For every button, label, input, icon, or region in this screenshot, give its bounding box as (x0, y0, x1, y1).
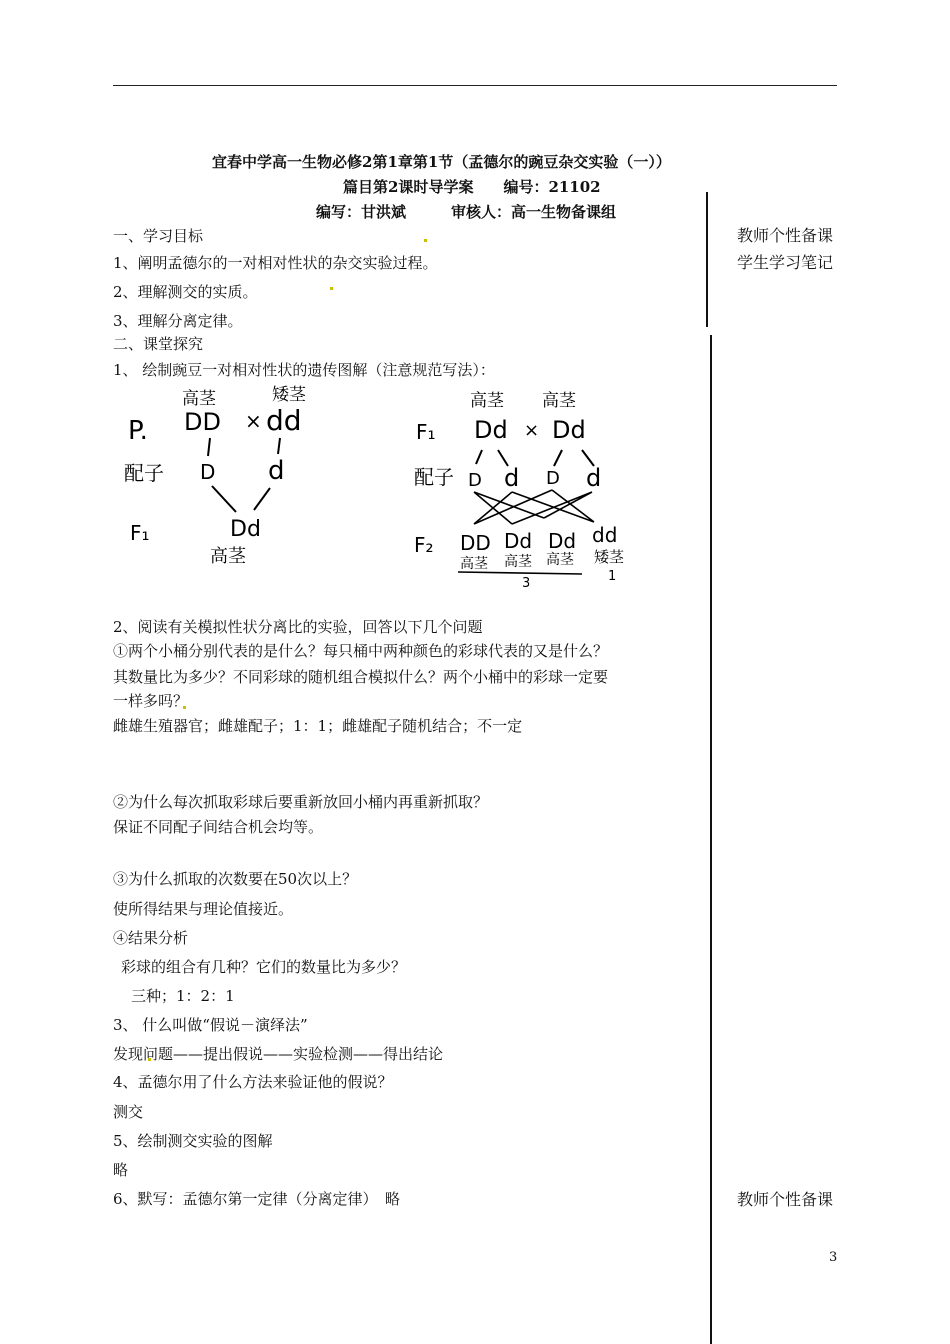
genotype-label: Dd (474, 416, 508, 444)
offspring-genotype: dd (592, 523, 618, 547)
cross-symbol: × (524, 420, 540, 441)
offspring-phenotype: 矮茎 (594, 548, 625, 566)
phenotype-label: 矮茎 (272, 385, 306, 405)
ratio-value: 3 (522, 576, 531, 589)
cross-symbol: × (245, 409, 262, 433)
genetic-cross-diagram-right (412, 384, 652, 589)
gamete-allele: d (504, 464, 520, 492)
answer-2d: 三种；1：2：1 (131, 987, 235, 1005)
offspring-phenotype: 高茎 (504, 554, 532, 570)
question-5: 5、绘制测交实验的图解 (113, 1132, 273, 1150)
generation-label-f2: F₂ (414, 533, 434, 557)
offspring-genotype: Dd (548, 529, 577, 553)
arrow-line (476, 450, 482, 464)
offspring-genotype: DD (460, 531, 491, 555)
question-2c: ③为什么抓取的次数要在50次以上？ (113, 870, 358, 888)
sidebar-student-notes: 学生学习笔记 (737, 253, 834, 272)
gamete-allele: D (468, 470, 482, 491)
question-6: 6、默写：孟德尔第一定律（分离定律） 略 (113, 1190, 401, 1208)
question-2a-line2: 其数量比为多少？不同彩球的随机组合模拟什么？两个小桶中的彩球一定要 (113, 668, 609, 686)
page-title: 宜春中学高一生物必修2第1章第1节（孟德尔的豌豆杂交实验（一）） (212, 153, 671, 171)
page-authors: 编写：甘洪斌 审核人：高一生物备课组 (316, 203, 617, 221)
arrow-line (278, 438, 280, 454)
gamete-allele: D (200, 460, 216, 484)
answer-2b: 保证不同配子间结合机会均等。 (113, 818, 324, 836)
section-objectives-title: 一、学习目标 (113, 227, 204, 245)
phenotype-label: 高茎 (542, 391, 576, 411)
question-2d-detail: 彩球的组合有几种？它们的数量比为多少？ (121, 958, 407, 976)
ratio-value: 1 (608, 569, 617, 584)
question-3: 3、 什么叫做“假说－演绎法” (113, 1016, 308, 1034)
phenotype-label: 高茎 (182, 389, 216, 409)
question-2a-line1: ①两个小桶分别代表的是什么？每只桶中两种颜色的彩球代表的又是什么？ (113, 642, 609, 660)
gamete-allele: d (586, 464, 602, 492)
answer-2c: 使所得结果与理论值接近。 (113, 900, 294, 918)
genotype-label: dd (266, 404, 302, 437)
question-1: 1、 绘制豌豆一对相对性状的遗传图解（注意规范写法）： (113, 361, 495, 379)
gamete-allele: D (546, 468, 560, 489)
answer-2a: 雌雄生殖器官；雌雄配子；1：1；雌雄配子随机结合；不一定 (113, 717, 523, 735)
cross-lines (474, 490, 594, 524)
section-inquiry-title: 二、课堂探究 (113, 335, 204, 353)
page-number: 3 (829, 1250, 838, 1265)
arrow-line (212, 486, 236, 512)
gamete-row-label: 配子 (124, 461, 164, 485)
generation-label-p: P. (128, 416, 148, 446)
objective-item: 2、理解测交的实质。 (113, 283, 258, 301)
underline (458, 572, 582, 574)
genotype-label: DD (184, 408, 221, 436)
margin-divider-upper (706, 192, 708, 327)
speck-mark (330, 287, 333, 290)
gamete-row-label: 配子 (414, 465, 454, 489)
sidebar-teacher-notes-bottom: 教师个性备课 (737, 1190, 834, 1209)
phenotype-label: 高茎 (210, 546, 246, 567)
question-2d: ④结果分析 (113, 929, 189, 947)
arrow-line (554, 450, 562, 466)
phenotype-label: 高茎 (470, 391, 504, 411)
generation-label-f1: F₁ (416, 420, 436, 444)
answer-4: 测交 (113, 1103, 144, 1121)
genotype-label: Dd (230, 517, 261, 542)
question-2: 2、阅读有关模拟性状分离比的实验，回答以下几个问题 (113, 618, 483, 636)
answer-3: 发现问题——提出假说——实验检测——得出结论 (113, 1045, 444, 1063)
speck-mark (424, 239, 427, 242)
offspring-phenotype: 高茎 (546, 552, 574, 568)
question-4: 4、孟德尔用了什么方法来验证他的假说？ (113, 1073, 393, 1091)
header-rule (113, 85, 837, 86)
question-2b: ②为什么每次抓取彩球后要重新放回小桶内再重新抓取？ (113, 793, 489, 811)
objective-item: 3、理解分离定律。 (113, 312, 243, 330)
margin-divider-lower (710, 335, 712, 1344)
genetic-cross-diagram-left (120, 384, 360, 584)
gamete-allele: d (268, 456, 285, 486)
offspring-genotype: Dd (504, 529, 533, 553)
arrow-line (254, 488, 270, 510)
page-subtitle: 篇目第2课时导学案 编号：21102 (343, 178, 601, 196)
answer-5: 略 (113, 1161, 129, 1179)
generation-label-f1: F₁ (130, 521, 150, 545)
objective-item: 1、阐明孟德尔的一对相对性状的杂交实验过程。 (113, 254, 438, 272)
sidebar-teacher-notes-top: 教师个性备课 (737, 226, 834, 245)
arrow-line (208, 438, 210, 456)
genotype-label: Dd (552, 416, 586, 444)
question-2a-line3: 一样多吗？ (113, 692, 189, 710)
offspring-phenotype: 高茎 (460, 556, 488, 572)
